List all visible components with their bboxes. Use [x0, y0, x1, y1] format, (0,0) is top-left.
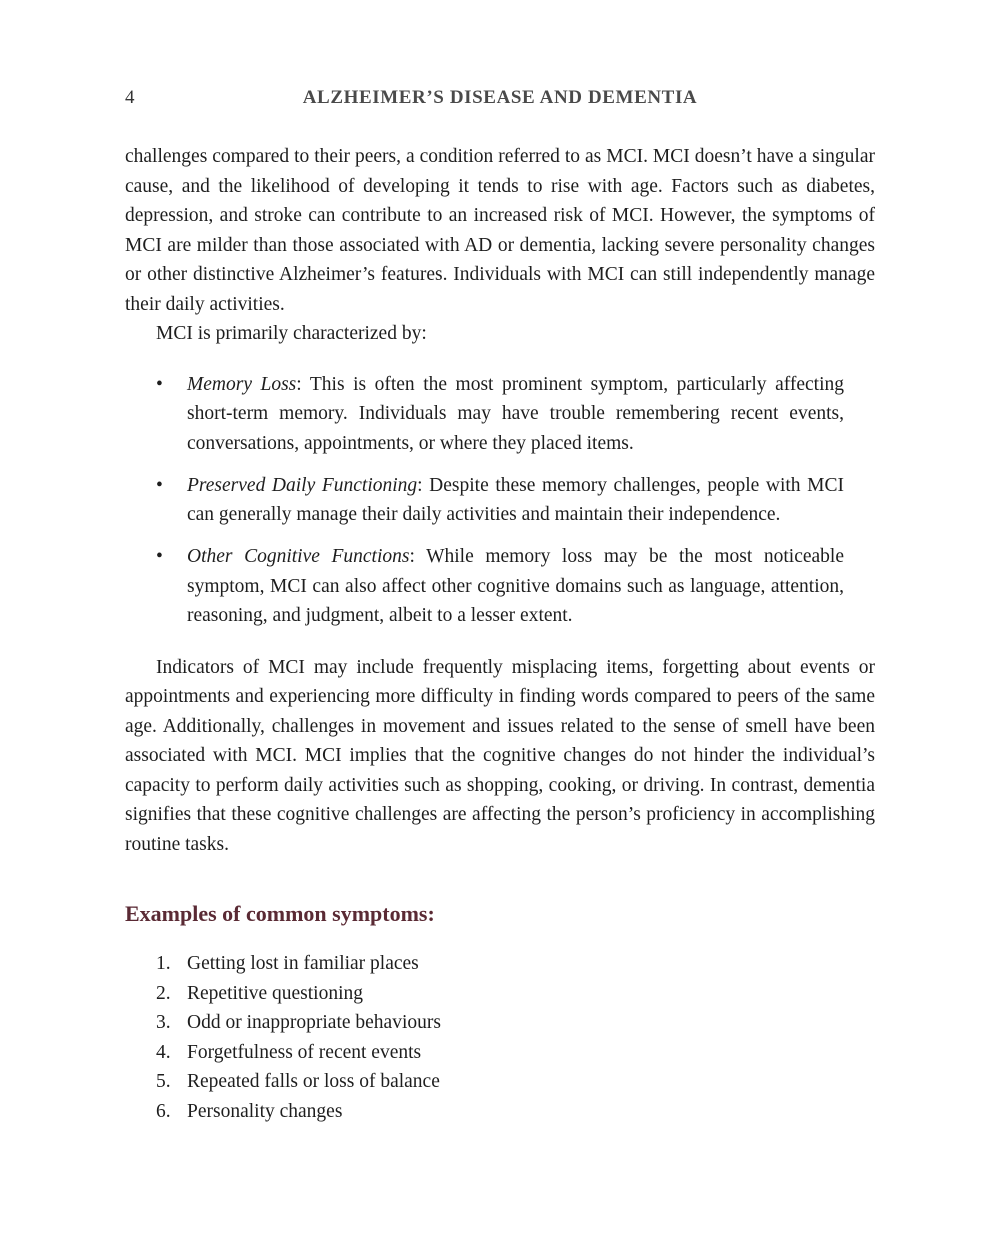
item-number: 6.	[156, 1100, 171, 1122]
symptom-item	[125, 1067, 875, 1097]
symptom-item	[125, 1038, 875, 1068]
bullet-term: Other Cognitive Functions	[187, 546, 410, 567]
symptom-item	[125, 949, 875, 979]
bullet-marker: •	[156, 373, 163, 395]
item-text: Repetitive questioning	[187, 982, 364, 1004]
item-number: 1.	[156, 953, 171, 974]
item-text: Getting lost in familiar places	[187, 953, 419, 974]
bullet-item	[125, 370, 875, 459]
bullet-marker: •	[156, 546, 163, 567]
item-number: 2.	[156, 982, 171, 1004]
symptom-item	[125, 979, 875, 1009]
bullet-item	[125, 471, 875, 530]
section-heading: Examples of common symptoms:	[125, 901, 435, 926]
symptom-item	[125, 1097, 875, 1127]
symptom-list	[125, 949, 875, 1126]
item-text: Repeated falls or loss of balance	[187, 1071, 440, 1092]
item-text: Personality changes	[187, 1100, 343, 1122]
item-number: 5.	[156, 1071, 171, 1092]
bullet-list	[125, 370, 875, 631]
item-number: 3.	[156, 1012, 171, 1033]
bullet-text: : While memory loss may be the most noticeable symptom, MCI can also affect other cognitive domains such as language, attention, reasoning, and judgment, albeit to a lesser extent.	[187, 546, 844, 626]
item-text: Forgetfulness of recent events	[187, 1041, 422, 1063]
page-number: 4	[125, 87, 135, 108]
bullet-text: : Despite these memory challenges, people with MCI can generally manage their daily activities and maintain their independence.	[187, 474, 844, 525]
running-head: ALZHEIMER’S DISEASE AND DEMENTIA	[302, 87, 698, 108]
item-text: Odd or inappropriate behaviours	[187, 1012, 441, 1033]
bullet-marker: •	[156, 474, 163, 496]
symptom-item	[125, 1008, 875, 1038]
bullet-item	[125, 542, 875, 631]
body-paragraph: challenges compared to their peers, a condition referred to as MCI. MCI doesn’t have a singular cause, and the likelihood of developing it tends to rise with age. Factors such as diabetes, depression, and stroke can contribute to an increased risk of MCI. However, the symptoms of MCI are milder than those associated with AD or dementia, lacking severe personality changes or other distinctive Alzheimer’s features. Individuals with MCI can still independently manage their daily activities.	[125, 146, 875, 315]
body-paragraph: Indicators of MCI may include frequently misplacing items, forgetting about events or appointments and experiencing more difficulty in finding words compared to peers of the same age. Additionally, challenges in movement and issues related to the sense of smell have been associated with MCI. MCI implies that the cognitive changes do not hinder the individual’s capacity to perform daily activities such as shopping, cooking, or driving. In contrast, dementia signifies that these cognitive challenges are affecting the person’s proficiency in accomplishing routine tasks.	[125, 656, 875, 855]
bullet-term: Preserved Daily Functioning	[187, 474, 418, 496]
bullet-text: : This is often the most prominent symptom, particularly affecting short-term memory. Individuals may have trouble remembering recent events, conversations, appointments, or where they placed items.	[187, 373, 845, 454]
page-body	[125, 142, 875, 1126]
item-number: 4.	[156, 1041, 171, 1063]
bullet-term: Memory Loss	[187, 373, 297, 395]
intro-line: MCI is primarily characterized by:	[156, 323, 427, 344]
